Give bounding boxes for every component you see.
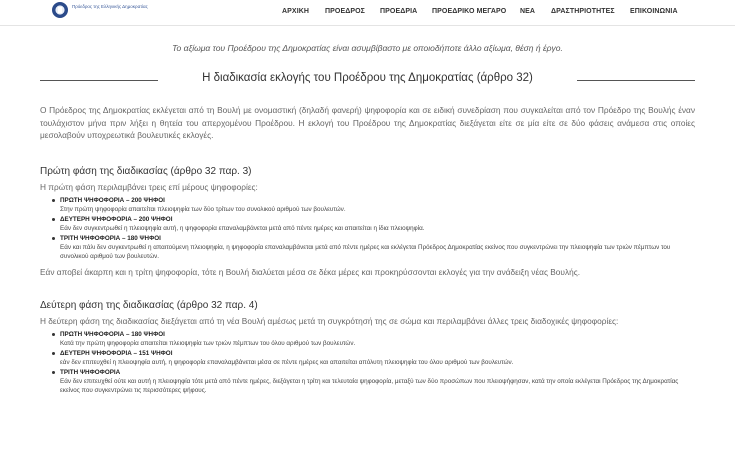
- list-item: [52, 330, 695, 348]
- list-item: [52, 196, 695, 214]
- intro-paragraph: Ο Πρόεδρος της Δημοκρατίας εκλέγεται από τη Βουλή με ονομαστική (δηλαδή φανερή) ψηφοφορία και σε ειδική συνεδρίαση που συγκαλείται από τον Πρόεδρο της Βουλής έναν τουλάχιστον μήνα πριν λήξει η θητεία του απερχομένου Προέδρου. Η εκλογή του Προέδρου της Δημοκρατίας διεξάγεται είτε σε μία είτε σε δύο φάσεις ανάμεσα στις οποίες μεσολαβούν υποχρεωτικά βουλευτικές εκλογές.: [40, 105, 695, 141]
- title-divider-right: [577, 80, 695, 81]
- nav-item-presidential-mansion[interactable]: ΠΡΟΕΔΡΙΚΟ ΜΕΓΑΡΟ: [432, 8, 507, 15]
- nav-item-news[interactable]: ΝΕΑ: [520, 8, 536, 15]
- vote-description: Κατά την πρώτη ψηφοφορία απαιτείται πλειοψηφία των τριών πέμπτων του όλου αριθμού των βουλευτών.: [60, 339, 356, 347]
- vote-title: ΤΡΙΤΗ ΨΗΦΟΦΟΡΙΑ: [60, 368, 121, 376]
- phase2-heading: Δεύτερη φάση της διαδικασίας (άρθρο 32 παρ. 4): [40, 299, 258, 311]
- vote-title: ΠΡΩΤΗ ΨΗΦΟΦΟΡΙΑ – 180 ΨΗΦΟΙ: [60, 330, 165, 338]
- nav-item-activities[interactable]: ΔΡΑΣΤΗΡΙΟΤΗΤΕΣ: [551, 8, 615, 15]
- nav-item-home[interactable]: ΑΡΧΙΚΗ: [282, 8, 310, 15]
- coat-of-arms-icon: [52, 2, 68, 18]
- vote-title: ΤΡΙΤΗ ΨΗΦΟΦΟΡΙΑ – 180 ΨΗΦΟΙ: [60, 234, 161, 242]
- phase1-heading: Πρώτη φάση της διαδικασίας (άρθρο 32 παρ. 3): [40, 165, 252, 177]
- vote-title: ΔΕΥΤΕΡΗ ΨΗΦΟΦΟΡΙΑ – 200 ΨΗΦΟΙ: [60, 215, 173, 223]
- phase1-subtitle: Η πρώτη φάση περιλαμβάνει τρεις επί μέρους ψηφοφορίες:: [40, 181, 258, 192]
- site-logo[interactable]: [52, 2, 148, 22]
- nav-item-presidency[interactable]: ΠΡΟΕΔΡΙΑ: [380, 8, 418, 15]
- phase2-votes-list: [52, 330, 695, 395]
- list-item: [52, 234, 695, 261]
- list-item: [52, 349, 695, 367]
- article-content: [40, 104, 695, 396]
- vote-title: ΠΡΩΤΗ ΨΗΦΟΦΟΡΙΑ – 200 ΨΗΦΟΙ: [60, 196, 165, 204]
- vote-description: Εάν δεν συγκεντρωθεί η πλειοψηφία αυτή, η ψηφοφορία επαναλαμβάνεται μετά από πέντε ημέρες και απαιτείται η ίδια πλειοψηφία.: [60, 224, 425, 232]
- phase1-conclusion: Εάν αποβεί άκαρπη και η τρίτη ψηφοφορία, τότε η Βουλή διαλύεται μέσα σε δέκα μέρες και προκηρύσσονται εκλογές για την ανάδειξη νέας Βουλής.: [40, 266, 581, 277]
- phase2-subtitle: Η δεύτερη φάση της διαδικασίας διεξάγεται από τη νέα Βουλή αμέσως μετά τη συγκρότησή της σε σώμα και περιλαμβάνει άλλες τρεις διαδοχικές ψηφοφορίες:: [40, 315, 619, 326]
- list-item: [52, 215, 695, 233]
- top-navigation-bar: [0, 0, 735, 26]
- vote-description: Εάν δεν επιτευχθεί ούτε και αυτή η πλειοψηφία τότε μετά από πέντε ημέρες, διεξάγεται η τρίτη και τελευταία ψηφοφορία, μεταξύ των δύο προσώπων που πλειοψήφησαν, κατά την οποία εκλέγεται Πρόεδρος της Δημοκρατίας εκείνος που συγκεντρώνει τις περισσότερες ψήφους.: [60, 377, 679, 394]
- title-divider-left: [40, 80, 158, 81]
- page-title-block: [40, 69, 695, 91]
- phase1-votes-list: [52, 196, 695, 261]
- vote-description: εάν δεν επιτευχθεί η πλειοψηφία αυτή, η ψηφοφορία επαναλαμβάνεται μέσα σε πέντε ημέρες και απαιτείται απόλυτη πλειοψηφία του όλου αριθμού των βουλευτών.: [60, 358, 514, 366]
- vote-description: Εάν και πάλι δεν συγκεντρωθεί η απαιτούμενη πλειοψηφία, η ψηφοφορία επαναλαμβάνεται μετά από πέντε ημέρες και εκλέγεται Πρόεδρος Δημοκρατίας εκείνος που συγκεντρώνει την πλειοψηφία των τριών πέμπτων του συνολικού αριθμού των βουλευτών.: [60, 243, 671, 260]
- nav-item-president[interactable]: ΠΡΟΕΔΡΟΣ: [325, 8, 365, 15]
- vote-description: Στην πρώτη ψηφοφορία απαιτείται πλειοψηφία των δύο τρίτων του συνολικού αριθμού των βουλευτών.: [60, 205, 346, 213]
- intro-quote: Το αξίωμα του Προέδρου της Δημοκρατίας είναι ασυμβίβαστο με οποιοδήποτε άλλο αξίωμα, θέση ή έργο.: [172, 43, 563, 53]
- vote-title: ΔΕΥΤΕΡΗ ΨΗΦΟΦΟΡΙΑ – 151 ΨΗΦΟΙ: [60, 349, 173, 357]
- page-title: Η διαδικασία εκλογής του Προέδρου της Δημοκρατίας (άρθρο 32): [202, 72, 533, 84]
- nav-item-contact[interactable]: ΕΠΙΚΟΙΝΩΝΙΑ: [630, 8, 678, 15]
- list-item: [52, 368, 695, 395]
- logo-text: Πρόεδρος της Ελληνικής Δημοκρατίας: [72, 4, 148, 9]
